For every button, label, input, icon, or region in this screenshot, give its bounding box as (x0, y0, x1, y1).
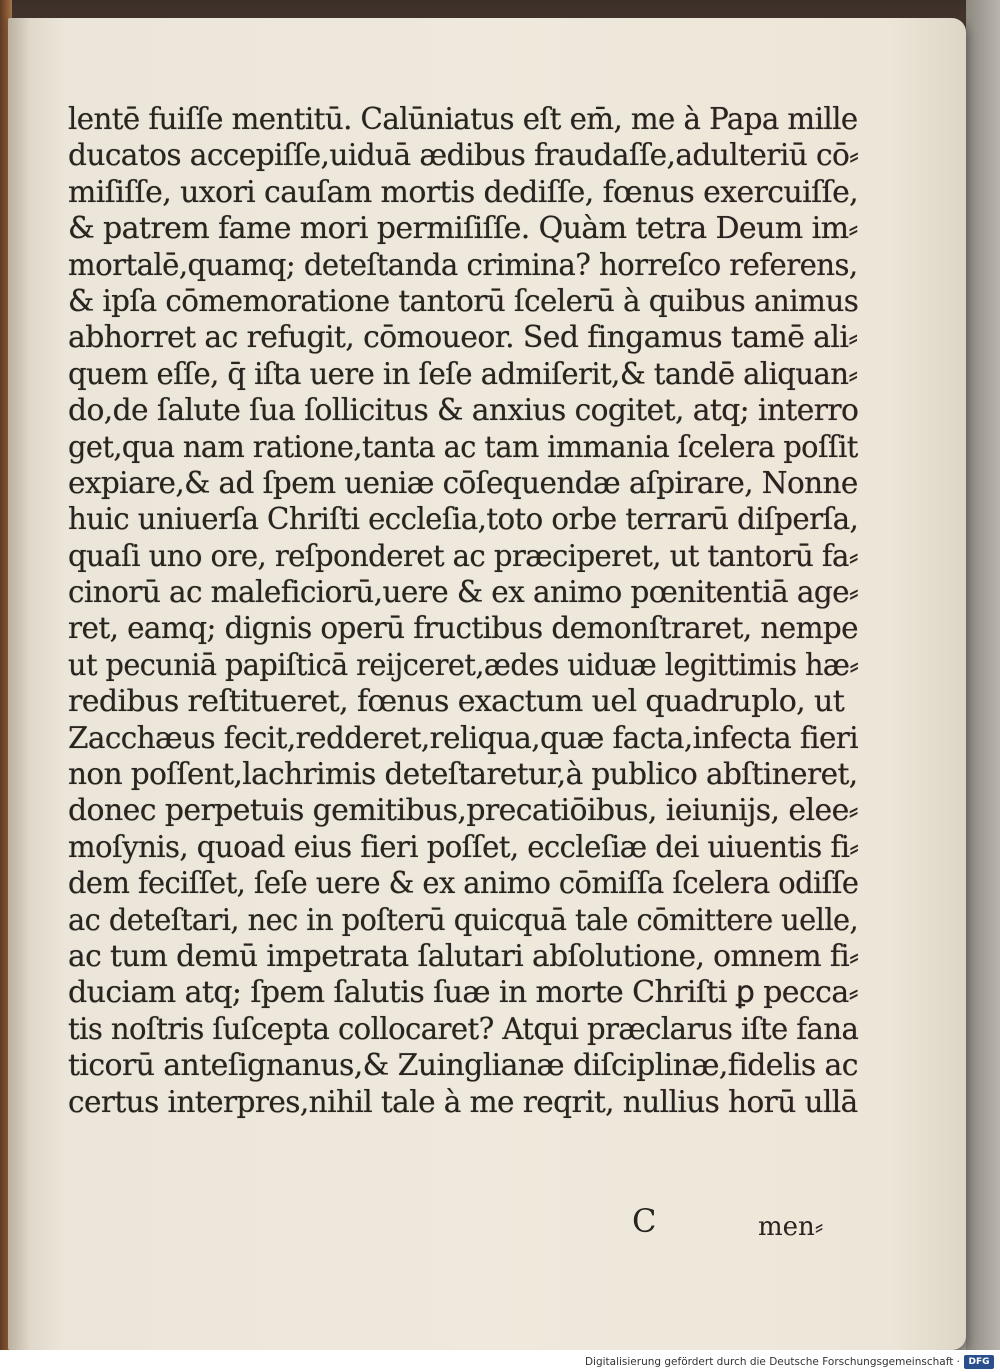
text-line: donec perpetuis gemitibus,precatiōibus, ieiunijs, elee⸗ (68, 793, 859, 829)
text-line: moſynis, quoad eius fieri poſſet, eccleſiæ dei uiuentis fi⸗ (68, 829, 859, 865)
text-line: do,de ſalute ſua ſollicitus & anxius cogitet, atq; interro (68, 393, 859, 429)
text-line: quaſi uno ore, reſponderet ac præciperet, ut tantorū fa⸗ (68, 538, 858, 574)
text-line: ret, eamq; dignis operū fructibus demonſtraret, nempe (68, 611, 859, 647)
text-line: non poſſent,lachrimis deteſtaretur,à publico abſtineret, (68, 757, 858, 793)
text-line: redibus reſtitueret, fœnus exactum uel quadruplo, ut (68, 684, 845, 720)
text-line: ac tum demū impetrata ſalutari abſolutione, omnem fi⸗ (68, 938, 859, 974)
scan-background-right (966, 0, 1000, 1372)
text-line: dem feciſſet, ſeſe uere & ex animo cōmiſſa ſcelera odiſſe (68, 866, 859, 902)
catchword: men⸗ (758, 1212, 824, 1242)
dfg-logo[interactable]: DFG (964, 1355, 994, 1369)
digitization-footer (0, 1350, 1000, 1372)
text-line: & ipſa cōmemoratione tantorū ſcelerū à quibus animus (68, 283, 859, 319)
text-line: ut pecuniā papiſticā reijceret,ædes uiduæ legittimis hæ⸗ (68, 647, 859, 683)
text-line: & patrem fame mori permiſiſſe. Quàm tetra Deum im⸗ (68, 211, 858, 247)
text-line: abhorret ac refugit, cōmoueor. Sed fingamus tamē ali⸗ (68, 320, 858, 356)
text-line: certus interpres,nihil tale à me reqrit, nullius horū ullā (68, 1084, 858, 1120)
text-line: ducatos accepiſſe,uiduā ædibus fraudaſſe,adulteriū cō⸗ (68, 138, 859, 174)
text-line: tis noſtris ſuſcepta collocaret? Atqui præclarus iſte fana (68, 1011, 859, 1047)
text-line: cinorū ac maleficiorū,uere & ex animo pœnitentiā age⸗ (68, 575, 859, 611)
signature-mark: C (632, 1202, 657, 1240)
text-line: miſiſſe, uxori cauſam mortis dediſſe, fœnus exercuiſſe, (68, 174, 859, 210)
text-line: get,qua nam ratione,tanta ac tam immania ſcelera poſſit (68, 429, 858, 465)
text-line: expiare,& ad ſpem ueniæ cōſequendæ aſpirare, Nonne (68, 465, 858, 501)
text-line: Zacchæus fecit,redderet,reliqua,quæ facta,infecta fieri (68, 720, 859, 756)
page-text-block (68, 102, 858, 1121)
text-line: mortalē,quamq; deteſtanda crimina? horreſco referens, (68, 247, 858, 283)
text-line: duciam atq; ſpem ſalutis ſuæ in morte Chriſti ꝑ pecca⸗ (68, 975, 859, 1011)
text-line: huic uniuerſa Chriſti eccleſia,toto orbe terrarū diſperſa, (68, 502, 859, 538)
text-line: ticorū anteſignanus,& Zuinglianæ diſciplinæ,fidelis ac (68, 1048, 858, 1084)
text-line: quem eſſe, q̄ iſta uere in ſeſe admiſerit,& tandē aliquan⸗ (68, 356, 858, 392)
text-line: ac deteſtari, nec in poſterū quicquā tale cōmittere uelle, (68, 902, 859, 938)
text-line: lentē fuiſſe mentitū. Calūniatus eſt em̄, me à Papa mille (68, 102, 858, 137)
funding-credit: Digitalisierung gefördert durch die Deutsche Forschungsgemeinschaft · (584, 1356, 960, 1368)
